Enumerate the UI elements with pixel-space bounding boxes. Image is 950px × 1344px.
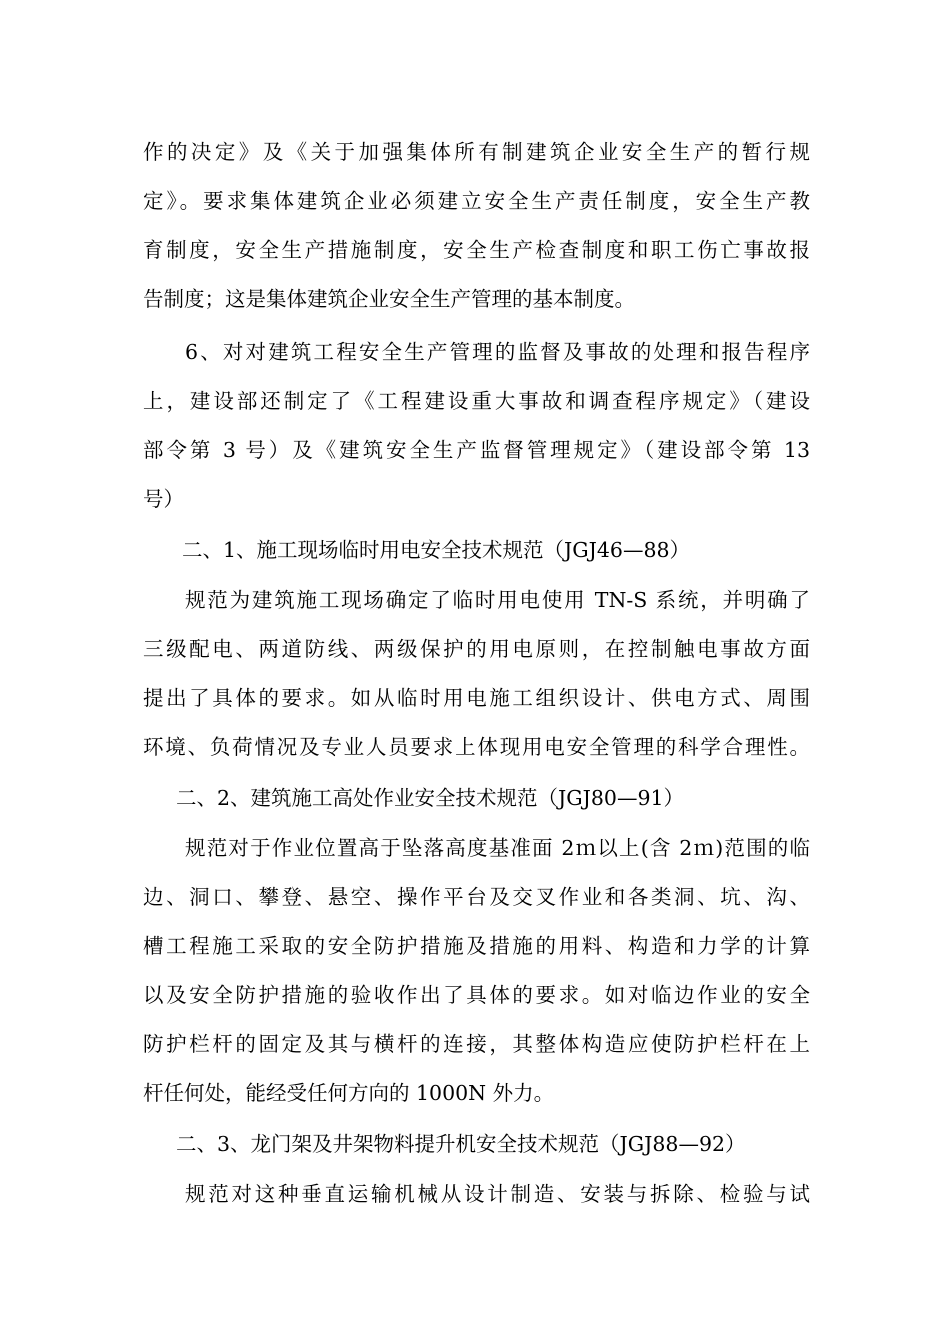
paragraph-first-line: 规范对于作业位置高于坠落高度基准面 2ｍ以上(含 2ｍ)范围的临 <box>185 836 810 860</box>
paragraph-first-line: 规范为建筑施工现场确定了临时用电使用 TN-S 系统，并明确了 <box>185 588 810 612</box>
text-line: 以及安全防护措施的验收作出了具体的要求。如对临边作业的安全 <box>143 983 810 1007</box>
text-line: 部令第 3 号）及《建筑安全生产监督管理规定》（建设部令第 13 <box>143 438 810 462</box>
section-heading: 二、2、建筑施工高处作业安全技术规范（JGJ80—91） <box>176 786 685 810</box>
text-line: 上，建设部还制定了《工程建设重大事故和调查程序规定》（建设 <box>143 389 810 413</box>
text-line: 边、洞口、攀登、悬空、操作平台及交叉作业和各类洞、坑、沟、 <box>143 885 810 909</box>
text-line: 槽工程施工采取的安全防护措施及措施的用料、构造和力学的计算 <box>143 934 810 958</box>
text-line: 防护栏杆的固定及其与横杆的连接，其整体构造应使防护栏杆在上 <box>143 1032 810 1056</box>
text-line: 定》。要求集体建筑企业必须建立安全生产责任制度，安全生产教 <box>143 189 810 213</box>
paragraph-first-line: 6、对对建筑工程安全生产管理的监督及事故的处理和报告程序 <box>185 340 810 364</box>
text-line: 三级配电、两道防线、两级保护的用电原则，在控制触电事故方面 <box>143 637 810 661</box>
text-line: 环境、负荷情况及专业人员要求上体现用电安全管理的科学合理性。 <box>143 735 810 759</box>
text-line: 作的决定》及《关于加强集体所有制建筑企业安全生产的暂行规 <box>143 140 810 164</box>
paragraph-first-line: 规范对这种垂直运输机械从设计制造、安装与拆除、检验与试 <box>185 1182 810 1206</box>
text-line: 育制度，安全生产措施制度，安全生产检查制度和职工伤亡事故报 <box>143 238 810 262</box>
section-heading: 二、3、龙门架及井架物料提升机安全技术规范（JGJ88—92） <box>176 1132 746 1156</box>
text-line: 提出了具体的要求。如从临时用电施工组织设计、供电方式、周围 <box>143 686 810 710</box>
text-line: 告制度；这是集体建筑企业安全生产管理的基本制度。 <box>143 287 635 311</box>
text-line: 杆任何处，能经受任何方向的 1000N 外力。 <box>143 1081 555 1105</box>
section-heading: 二、1、施工现场临时用电安全技术规范（JGJ46—88） <box>182 538 691 562</box>
text-line: 号） <box>143 487 184 511</box>
